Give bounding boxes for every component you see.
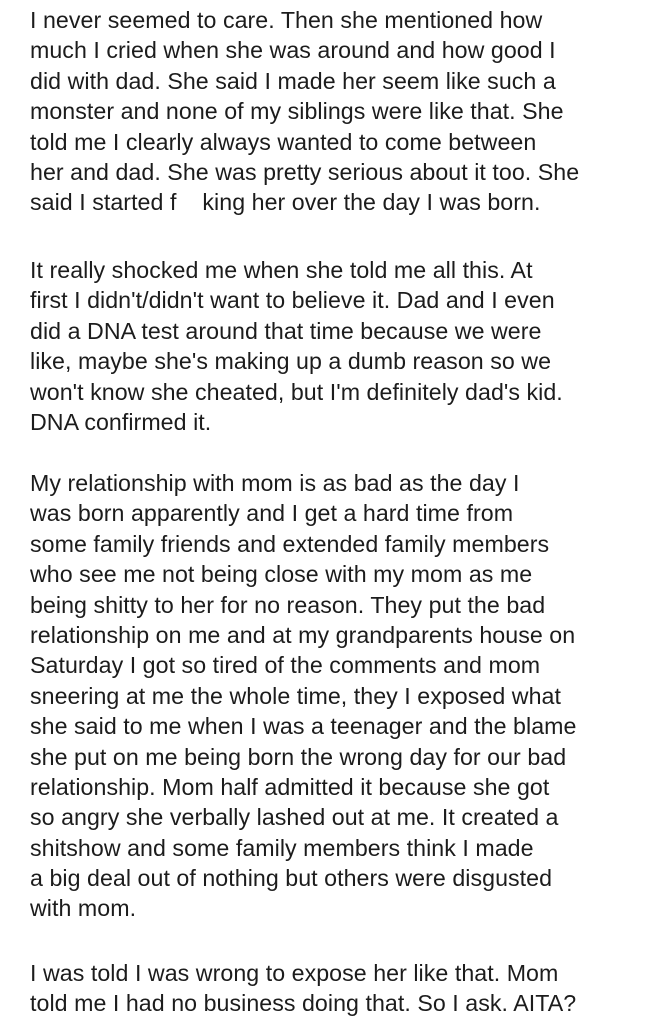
text-line: she said to me when I was a teenager and the blame (30, 713, 577, 740)
text-line: did with dad. She said I made her seem like such a (30, 67, 556, 94)
text-line: DNA confirmed it. (30, 408, 212, 435)
text-line: won't know she cheated, but I'm definitely dad's kid. (30, 378, 563, 405)
text-line: much I cried when she was around and how good I (30, 37, 556, 64)
paragraph-1 (30, 5, 655, 218)
text-line: It really shocked me when she told me all this. At (30, 257, 533, 283)
text-line: with mom. (30, 895, 137, 922)
text-line: monster and none of my siblings were like that. She (30, 98, 564, 125)
text-line: relationship on me and at my grandparents house on (30, 621, 576, 648)
text-line: first I didn't/didn't want to believe it. Dad and I even (30, 287, 555, 314)
text-line: like, maybe she's making up a dumb reason so we (30, 348, 552, 375)
paragraph-2 (30, 255, 655, 437)
text-line: I was told I was wrong to expose her like that. Mom (30, 960, 559, 986)
text-line: who see me not being close with my mom as me (30, 561, 533, 588)
text-line: sneering at me the whole time, they I exposed what (30, 682, 561, 709)
text-line: I never seemed to care. Then she mentioned how (30, 7, 543, 33)
text-line: told me I had no business doing that. So I ask. AITA? (30, 990, 577, 1017)
paragraph-3 (30, 468, 655, 924)
text-line: said I started f king her over the day I was born. (30, 189, 541, 216)
text-line: was born apparently and I get a hard time from (30, 500, 514, 527)
text-line: she put on me being born the wrong day for our bad (30, 743, 567, 770)
text-line: shitshow and some family members think I made (30, 834, 534, 861)
text-line: some family friends and extended family members (30, 530, 550, 557)
text-line: her and dad. She was pretty serious about it too. She (30, 158, 580, 185)
text-line: told me I clearly always wanted to come between (30, 128, 537, 155)
text-line: My relationship with mom is as bad as the day I (30, 470, 520, 496)
text-line: Saturday I got so tired of the comments and mom (30, 652, 541, 679)
text-line: being shitty to her for no reason. They put the bad (30, 591, 546, 618)
text-line: relationship. Mom half admitted it because she got (30, 773, 550, 800)
text-line: a big deal out of nothing but others were disgusted (30, 865, 553, 892)
text-line: did a DNA test around that time because we were (30, 317, 542, 344)
paragraph-4 (30, 958, 655, 1019)
text-line: so angry she verbally lashed out at me. It created a (30, 804, 559, 831)
